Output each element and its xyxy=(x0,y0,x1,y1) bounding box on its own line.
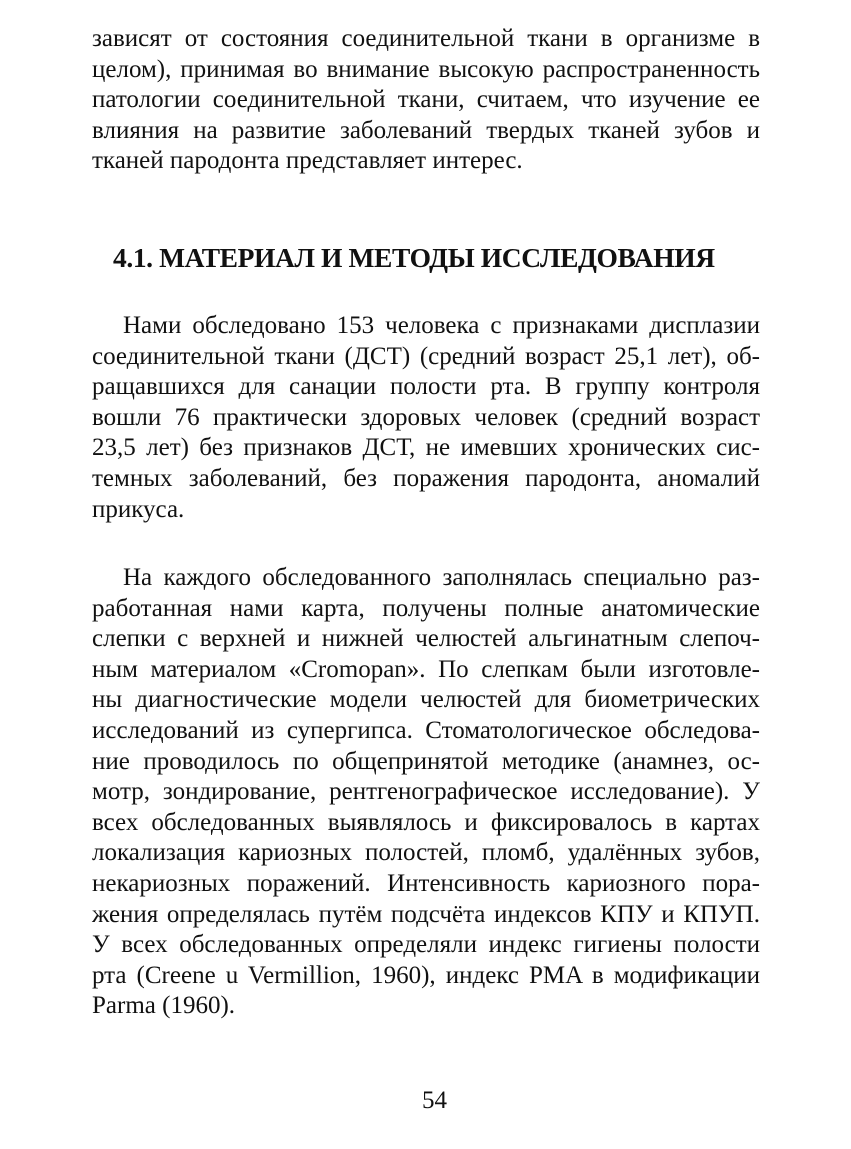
text-line: патологии соединительной ткани, считаем, что изучение ее xyxy=(92,86,760,114)
text-line: целом), принимая во внимание высокую распространенность xyxy=(92,55,760,83)
text-line: прикуса. xyxy=(92,495,185,523)
text-line: ние проводилось по общепринятой методике (анамнез, ос- xyxy=(92,747,760,775)
text-line: темных заболеваний, без поражения пародонта, аномалий xyxy=(92,464,760,492)
text-line: исследований из супергипса. Стоматологическое обследова- xyxy=(92,716,760,744)
section-heading: 4.1. МАТЕРИАЛ И МЕТОДЫ ИССЛЕДОВАНИЯ xyxy=(113,242,715,273)
text-line: соединительной ткани (ДСТ) (средний возраст 25,1 лет), об- xyxy=(92,342,760,370)
text-line: тканей пародонта представляет интерес. xyxy=(92,147,523,175)
text-line: влияния на развитие заболеваний твердых тканей зубов и xyxy=(92,116,760,144)
text-line: некариозных поражений. Интенсивность кариозного пора- xyxy=(92,869,760,897)
text-line: ны диагностические модели челюстей для биометрических xyxy=(92,686,760,714)
text-line: Parma (1960). xyxy=(92,992,236,1020)
text-line: ным материалом «Cromopan». По слепкам были изготовле- xyxy=(92,655,760,683)
text-line: слепки с верхней и нижней челюстей альгинатным слепоч- xyxy=(92,625,760,653)
text-line: жения определялась путём подсчёта индексов КПУ и КПУП. xyxy=(92,900,760,928)
text-line: вошли 76 практически здоровых человек (средний возраст xyxy=(92,403,760,431)
text-line: Нами обследовано 153 человека с признаками дисплазии xyxy=(123,312,760,339)
text-line: локализация кариозных полостей, пломб, удалённых зубов, xyxy=(92,839,760,867)
paragraph-methods xyxy=(92,563,760,1022)
text-line: 23,5 лет) без признаков ДСТ, не имевших хронических сис- xyxy=(92,434,760,462)
text-line: всех обследованных выявлялось и фиксировалось в картах xyxy=(92,808,760,836)
text-line: ращавшихся для санации полости рта. В группу контроля xyxy=(92,373,760,401)
text-line: У всех обследованных определяли индекс гигиены полости xyxy=(92,931,760,959)
intro-paragraph xyxy=(92,24,760,177)
paragraph-subjects xyxy=(92,311,760,525)
text-line: На каждого обследованного заполнялась специально раз- xyxy=(123,564,760,591)
text-line: работанная нами карта, получены полные анатомические xyxy=(92,594,760,622)
text-line: рта (Creene u Vermillion, 1960), индекс PMA в модификации xyxy=(92,961,760,989)
text-line: зависят от состояния соединительной ткани в организме в xyxy=(92,25,760,52)
page-number: 54 xyxy=(422,1087,447,1114)
text-line: мотр, зондирование, рентгенографическое исследование). У xyxy=(92,778,760,806)
